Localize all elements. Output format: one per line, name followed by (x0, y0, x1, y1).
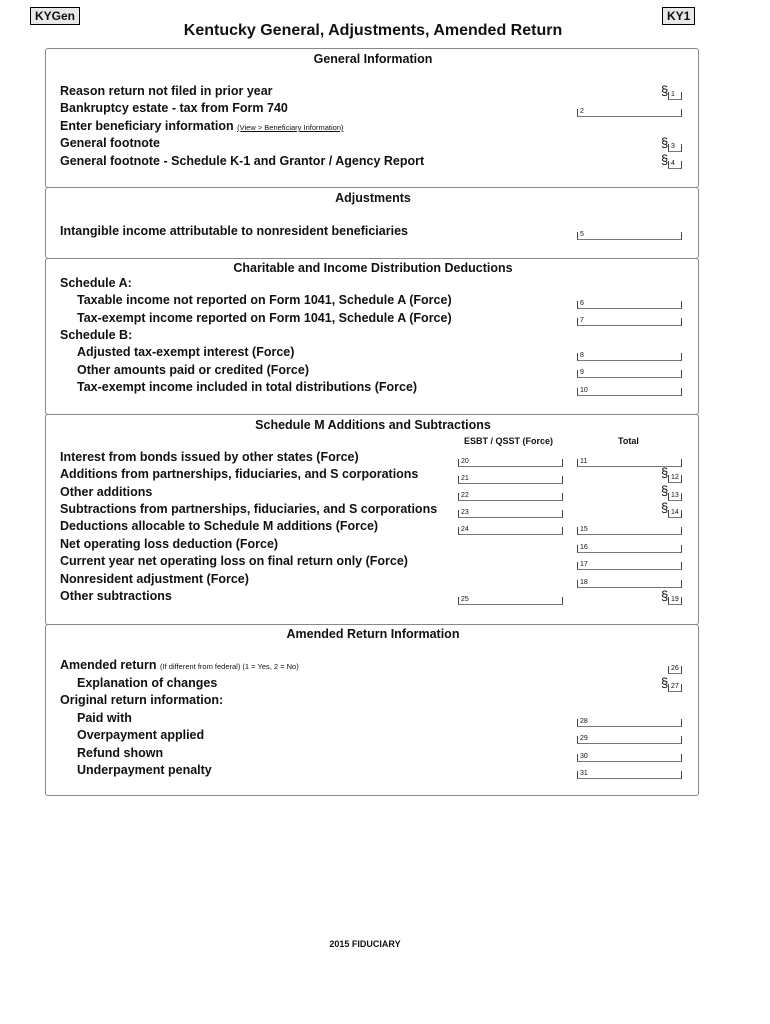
field-number: 12 (671, 474, 679, 481)
amended-return-label (60, 658, 299, 672)
general-footnote-field[interactable] (668, 144, 682, 152)
underpayment-penalty-label: Underpayment penalty (77, 763, 212, 777)
field-number: 24 (461, 526, 469, 533)
section-title: Adjustments (335, 191, 411, 205)
section-title: Charitable and Income Distribution Deductions (233, 261, 513, 275)
field-number: 28 (580, 718, 588, 725)
deductions-allocable-label: Deductions allocable to Schedule M additions (Force) (60, 519, 379, 533)
nonresident-adjustment-field[interactable] (577, 580, 682, 588)
esbt-column-header: ESBT / QSST (Force) (464, 436, 554, 446)
amended-return-note: (If different from federal) (1 = Yes, 2 = No) (160, 662, 299, 671)
current-year-nol-label: Current year net operating loss on final return only (Force) (60, 554, 408, 568)
field-number: 10 (580, 387, 588, 394)
amended-return-text: Amended return (60, 658, 157, 672)
field-number: 7 (580, 317, 584, 324)
schedule-a-heading: Schedule A: (60, 276, 132, 290)
tax-exempt-reported-field[interactable] (577, 318, 682, 326)
current-year-nol-field[interactable] (577, 562, 682, 570)
field-number: 27 (671, 683, 679, 690)
field-number: 20 (461, 458, 469, 465)
tax-exempt-distributions-field[interactable] (577, 388, 682, 396)
schedule-b-heading: Schedule B: (60, 328, 133, 342)
field-number: 22 (461, 492, 469, 499)
k1-footnote-label: General footnote - Schedule K-1 and Grantor / Agency Report (60, 154, 425, 168)
beneficiary-info-text: Enter beneficiary information (60, 119, 234, 133)
subtractions-partnerships-total-field[interactable] (668, 510, 682, 518)
nol-deduction-field[interactable] (577, 545, 682, 553)
field-number: 1 (671, 91, 675, 98)
state-tag: KY1 (662, 7, 695, 25)
k1-footnote-field[interactable] (668, 161, 682, 169)
adjusted-tax-exempt-field[interactable] (577, 353, 682, 361)
original-return-heading: Original return information: (60, 693, 224, 707)
intangible-income-label: Intangible income attributable to nonresident beneficiaries (60, 224, 408, 238)
bankruptcy-estate-label: Bankruptcy estate - tax from Form 740 (60, 101, 288, 115)
field-number: 11 (580, 458, 588, 465)
section-symbol-icon: § (661, 465, 669, 480)
interest-bonds-esbt-field[interactable] (458, 459, 563, 467)
field-number: 31 (580, 770, 588, 777)
section-symbol-icon: § (661, 500, 669, 515)
field-number: 6 (580, 300, 584, 307)
field-number: 25 (461, 596, 469, 603)
deductions-allocable-esbt-field[interactable] (458, 527, 563, 535)
field-number: 2 (580, 108, 584, 115)
additions-partnerships-esbt-field[interactable] (458, 476, 563, 484)
field-number: 3 (671, 143, 675, 150)
taxable-income-label: Taxable income not reported on Form 1041, Schedule A (Force) (77, 293, 452, 307)
section-symbol-icon: § (661, 83, 669, 98)
section-title: Amended Return Information (286, 627, 460, 641)
nol-deduction-label: Net operating loss deduction (Force) (60, 537, 279, 551)
refund-shown-field[interactable] (577, 754, 682, 762)
section-symbol-icon: § (661, 483, 669, 498)
field-number: 15 (580, 526, 588, 533)
other-amounts-field[interactable] (577, 370, 682, 378)
interest-bonds-label: Interest from bonds issued by other states (Force) (60, 450, 359, 464)
other-additions-label: Other additions (60, 485, 153, 499)
other-additions-total-field[interactable] (668, 493, 682, 501)
beneficiary-info-link[interactable]: (View > Beneficiary Information) (237, 123, 344, 132)
explanation-of-changes-label: Explanation of changes (77, 676, 218, 690)
field-number: 29 (580, 735, 588, 742)
taxable-income-field[interactable] (577, 301, 682, 309)
deductions-allocable-total-field[interactable] (577, 527, 682, 535)
intangible-income-field[interactable] (577, 232, 682, 240)
field-number: 21 (461, 475, 469, 482)
tax-exempt-reported-label: Tax-exempt income reported on Form 1041, Schedule A (Force) (77, 311, 452, 325)
field-number: 30 (580, 753, 588, 760)
additions-partnerships-label: Additions from partnerships, fiduciaries, and S corporations (60, 467, 419, 481)
field-number: 8 (580, 352, 584, 359)
nonresident-adjustment-label: Nonresident adjustment (Force) (60, 572, 249, 586)
section-symbol-icon: § (661, 675, 669, 690)
paid-with-field[interactable] (577, 719, 682, 727)
field-number: 13 (671, 492, 679, 499)
underpayment-penalty-field[interactable] (577, 771, 682, 779)
other-subtractions-total-field[interactable] (668, 597, 682, 605)
subtractions-partnerships-label: Subtractions from partnerships, fiduciaries, and S corporations (60, 502, 438, 516)
form-id-tag: KYGen (30, 7, 80, 25)
adjusted-tax-exempt-label: Adjusted tax-exempt interest (Force) (77, 345, 295, 359)
adjustments-section (45, 187, 699, 259)
section-symbol-icon: § (661, 588, 669, 603)
field-number: 19 (671, 596, 679, 603)
reason-not-filed-label: Reason return not filed in prior year (60, 84, 273, 98)
bankruptcy-estate-field[interactable] (577, 109, 682, 117)
other-amounts-label: Other amounts paid or credited (Force) (77, 363, 309, 377)
other-subtractions-esbt-field[interactable] (458, 597, 563, 605)
reason-not-filed-field[interactable] (668, 92, 682, 100)
general-footnote-label: General footnote (60, 136, 161, 150)
field-number: 14 (671, 509, 679, 516)
field-number: 17 (580, 561, 588, 568)
page-title: Kentucky General, Adjustments, Amended Return (183, 22, 563, 39)
additions-partnerships-total-field[interactable] (668, 475, 682, 483)
section-symbol-icon: § (661, 135, 669, 150)
other-additions-esbt-field[interactable] (458, 493, 563, 501)
section-title: Schedule M Additions and Subtractions (255, 418, 491, 432)
field-number: 16 (580, 544, 588, 551)
tax-exempt-distributions-label: Tax-exempt income included in total distributions (Force) (77, 380, 418, 394)
field-number: 18 (580, 579, 588, 586)
field-number: 23 (461, 509, 469, 516)
field-number: 26 (671, 665, 679, 672)
field-number: 4 (671, 160, 675, 167)
section-symbol-icon: § (661, 152, 669, 167)
page-footer: 2015 FIDUCIARY (329, 939, 401, 949)
field-number: 5 (580, 231, 584, 238)
overpayment-applied-field[interactable] (577, 736, 682, 744)
amended-return-field[interactable] (668, 666, 682, 674)
beneficiary-info-label (60, 119, 344, 133)
paid-with-label: Paid with (77, 711, 132, 725)
field-number: 9 (580, 369, 584, 376)
refund-shown-label: Refund shown (77, 746, 164, 760)
explanation-of-changes-field[interactable] (668, 684, 682, 692)
section-title: General Information (313, 52, 433, 66)
overpayment-applied-label: Overpayment applied (77, 728, 205, 742)
total-column-header: Total (618, 436, 639, 446)
other-subtractions-label: Other subtractions (60, 589, 172, 603)
subtractions-partnerships-esbt-field[interactable] (458, 510, 563, 518)
